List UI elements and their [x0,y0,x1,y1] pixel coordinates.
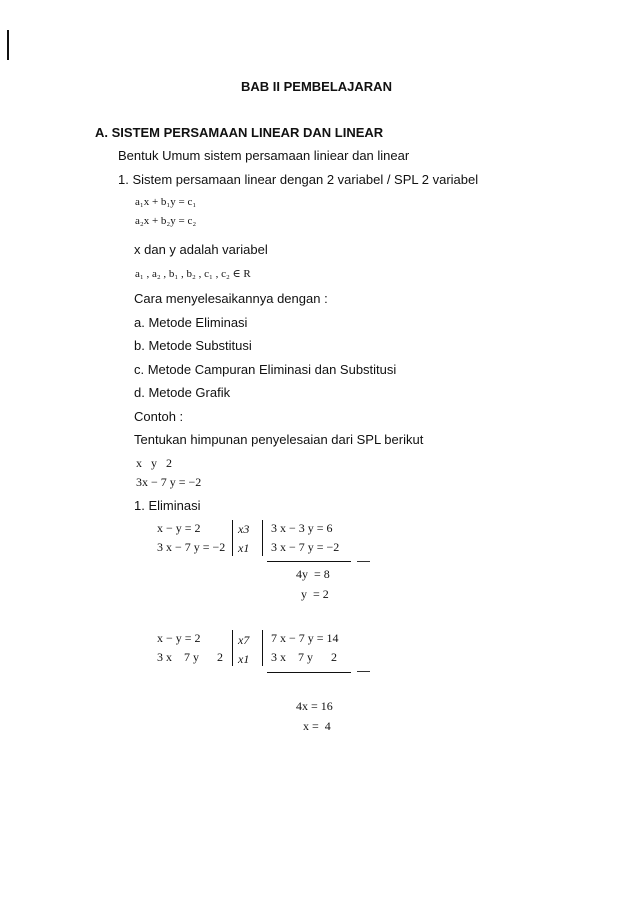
elim2-multiplier-2: x1 [238,652,250,666]
elimination-label: 1. Eliminasi [134,498,201,513]
elim1-result-2: y = 2 [301,587,329,601]
elim1-bar-left [232,520,233,556]
elim2-bar-right [262,630,263,666]
margin-mark [7,30,9,60]
example-task: Tentukan himpunan penyelesaian dari SPL berikut [134,432,424,447]
elim2-operator: — [357,663,370,678]
example-eq-1: x y 2 [136,456,172,470]
elim1-left-eq-2: 3 x − 7 y = −2 [157,540,226,554]
example-eq-2: 3x − 7 y = −2 [136,475,202,489]
section-title: A. SISTEM PERSAMAAN LINEAR DAN LINEAR [95,125,384,140]
elim1-sum-line [267,561,351,562]
general-eq-1-op: = [178,196,185,208]
method-b: b. Metode Substitusi [134,338,252,353]
method-intro: Cara menyelesaikannya dengan : [134,291,328,306]
elim1-multiplier-1: x3 [238,522,250,536]
elim2-bar-left [232,630,233,666]
elim2-right-eq-1: 7 x − 7 y = 14 [271,631,339,645]
elim1-right-eq-1: 3 x − 3 y = 6 [271,521,333,535]
elim2-multiplier-1: x7 [238,633,250,647]
general-eq-1-rhs: c₁ [187,196,197,208]
method-c: c. Metode Campuran Eliminasi dan Substitusi [134,362,397,377]
elim1-multiplier-2: x1 [238,541,250,555]
general-eq-2-lhs: a₂x + b₂y [135,215,176,227]
method-d: d. Metode Grafik [134,385,231,400]
elim1-operator: — [357,553,370,568]
example-label: Contoh : [134,409,184,424]
elim1-right-eq-2: 3 x − 7 y = −2 [271,540,340,554]
general-eq-2-op: = [178,215,185,227]
elim1-bar-right [262,520,263,556]
list-item-1: 1. Sistem persamaan linear dengan 2 variabel / SPL 2 variabel [118,172,479,187]
general-eq-2-rhs: c₂ [187,215,197,227]
elim2-right-eq-2: 3 x 7 y 2 [271,650,337,664]
intro-text: Bentuk Umum sistem persamaan liniear dan linear [118,148,410,163]
elim2-result-1: 4x = 16 [296,699,333,713]
elim1-result-1: 4y = 8 [296,567,330,581]
chapter-heading: BAB II PEMBELAJARAN [241,79,392,94]
elim2-sum-line [267,672,351,673]
general-eq-1-lhs: a₁x + b₁y [135,196,176,208]
method-a: a. Metode Eliminasi [134,315,248,330]
general-eq-1 [135,196,196,208]
coefficient-set: a₁ , a₂ , b₁ , b₂ , c₁ , c₂ ∈ R [135,268,251,280]
elim2-result-2: x = 4 [303,719,331,733]
elim2-left-eq-1: x − y = 2 [157,631,201,645]
vars-note: x dan y adalah variabel [134,242,268,257]
elim2-left-eq-2: 3 x 7 y 2 [157,650,223,664]
elim1-left-eq-1: x − y = 2 [157,521,201,535]
general-eq-2 [135,215,196,227]
